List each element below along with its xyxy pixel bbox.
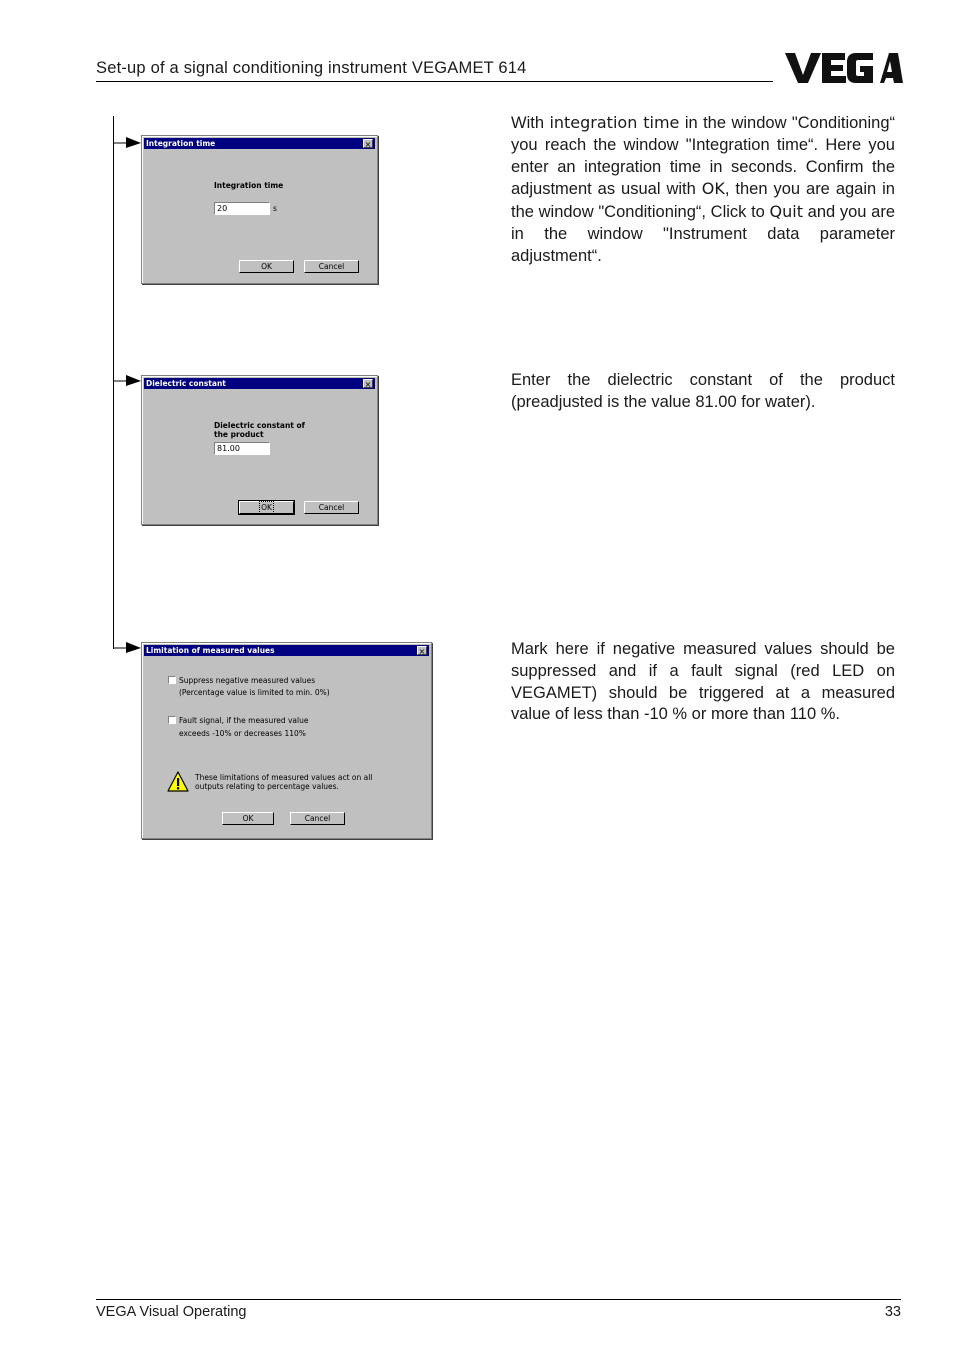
vega-logo [783, 50, 903, 86]
limitation-dialog [141, 642, 432, 839]
keyword-ok: OK [701, 179, 725, 199]
dialog-title: Dielectric constant [146, 379, 226, 388]
integration-time-label: Integration time [214, 181, 284, 190]
dielectric-constant-dialog [141, 375, 378, 525]
cancel-button[interactable]: Cancel [304, 501, 359, 514]
fault-signal-label: Fault signal, if the measured value [179, 716, 309, 725]
dialog-titlebar [144, 378, 375, 389]
unit-label: s [273, 204, 277, 213]
dielectric-label-line2: the product [214, 430, 264, 439]
integration-time-dialog [141, 135, 378, 284]
keyword-quit: Quit [769, 202, 803, 222]
ok-button[interactable]: OK [239, 501, 294, 514]
cancel-button[interactable]: Cancel [304, 260, 359, 273]
dialog-titlebar [144, 138, 375, 149]
limitation-paragraph: Mark here if negative measured values should be suppressed and if a fault signal (red LED on VEGAMET) should be triggered at a measured value of less than -10 % or more than 110 %. [511, 640, 895, 724]
ok-button[interactable]: OK [222, 812, 274, 825]
close-icon[interactable]: × [364, 140, 372, 149]
warning-text-line1: These limitations of measured values act on all [195, 773, 373, 782]
fault-signal-checkbox[interactable] [168, 716, 176, 724]
footer-rule [96, 1299, 901, 1300]
dialog-titlebar [144, 645, 429, 656]
dielectric-constant-input[interactable]: 81.00 [214, 442, 270, 455]
header-rule [96, 81, 773, 82]
integration-time-paragraph: With integration time in the window "Conditioning“ you reach the window "Integration time“. Here you enter an integration time in seconds. Confirm the adjustment as usual with OK, then you are again in the window "Conditioning“, Click to Quit and you are in the window "Instrument data parameter adjustment“. [511, 113, 895, 265]
arrow-3 [112, 641, 142, 655]
fault-signal-note: exceeds -10% or decreases 110% [179, 729, 306, 738]
keyword-integration-time: integration time [549, 113, 680, 132]
suppress-negative-checkbox[interactable] [168, 676, 176, 684]
ok-button[interactable]: OK [239, 260, 294, 273]
footer-title: VEGA Visual Operating [96, 1304, 247, 1320]
dialog-title: Limitation of measured values [146, 646, 275, 655]
page-header-title: Set-up of a signal conditioning instrument VEGAMET 614 [96, 59, 527, 77]
arrow-2 [112, 374, 142, 388]
dielectric-label-line1: Dielectric constant of [214, 421, 305, 430]
suppress-negative-label: Suppress negative measured values [179, 676, 316, 685]
arrow-1 [112, 136, 142, 150]
dialog-title: Integration time [146, 139, 216, 148]
warning-icon [167, 771, 189, 793]
suppress-negative-note: (Percentage value is limited to min. 0%) [179, 688, 330, 697]
dielectric-constant-paragraph: Enter the dielectric constant of the product (preadjusted is the value 81.00 for water). [511, 371, 895, 411]
warning-text-line2: outputs relating to percentage values. [195, 782, 339, 791]
page-number: 33 [884, 1304, 901, 1320]
close-icon[interactable]: × [364, 380, 372, 389]
cancel-button[interactable]: Cancel [290, 812, 345, 825]
integration-time-input[interactable]: 20 [214, 202, 270, 215]
close-icon[interactable]: × [418, 647, 426, 656]
